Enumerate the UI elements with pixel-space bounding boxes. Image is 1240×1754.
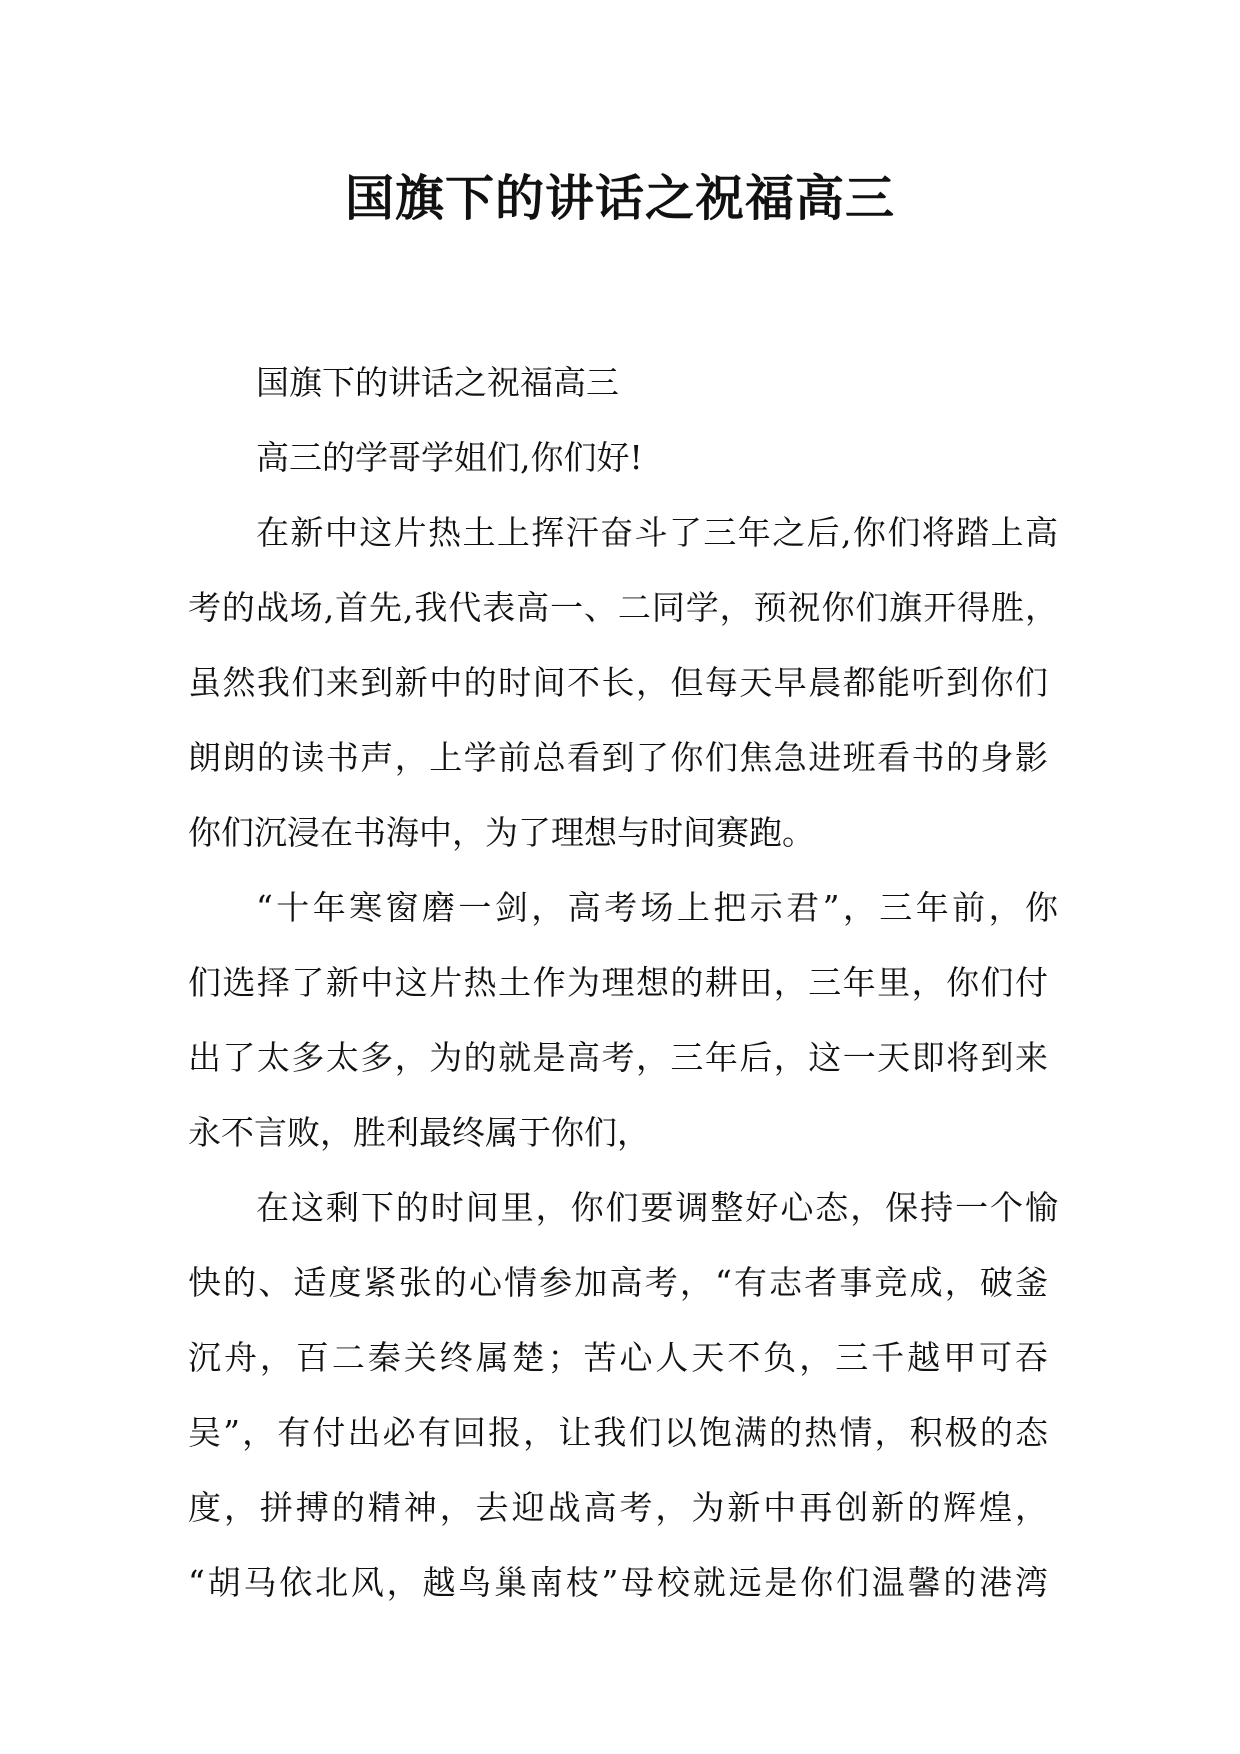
body-line: 快的、适度紧张的心情参加高考，“有志者事竞成，破釜 (188, 1263, 1048, 1302)
body-line: 度，拼搏的精神，去迎战高考，为新中再创新的辉煌， (188, 1488, 1048, 1527)
body-line: 国旗下的讲话之祝福高三 (256, 363, 619, 402)
body-line: 们选择了新中这片热土作为理想的耕田，三年里，你们付 (188, 963, 1048, 1002)
body-line: 在新中这片热土上挥汗奋斗了三年之后,你们将踏上高 (256, 513, 1058, 552)
document-title: 国旗下的讲话之祝福高三 (344, 169, 895, 227)
body-line: 沉舟，百二秦关终属楚；苦心人天不负，三千越甲可吞 (188, 1338, 1048, 1377)
body-line: 出了太多太多，为的就是高考，三年后，这一天即将到来 (188, 1038, 1048, 1077)
body-line: 高三的学哥学姐们,你们好! (256, 438, 643, 477)
body-line: 朗朗的读书声，上学前总看到了你们焦急进班看书的身影 (188, 738, 1048, 777)
body-line: “胡马依北风，越鸟巢南枝”母校就远是你们温馨的港湾 (188, 1563, 1048, 1602)
body-line: 虽然我们来到新中的时间不长，但每天早晨都能听到你们 (188, 663, 1048, 702)
body-line: “十年寒窗磨一剑，高考场上把示君”，三年前，你 (256, 888, 1058, 927)
body-line: 永不言败，胜利最终属于你们， (188, 1113, 650, 1152)
body-line: 在这剩下的时间里，你们要调整好心态，保持一个愉 (256, 1188, 1058, 1227)
body-line: 你们沉浸在书海中，为了理想与时间赛跑。 (188, 813, 815, 852)
document-body (188, 345, 1068, 1620)
body-line: 考的战场,首先,我代表高一、二同学，预祝你们旗开得胜， (188, 588, 1058, 627)
body-line: 吴”，有付出必有回报，让我们以饱满的热情，积极的态 (188, 1413, 1048, 1452)
